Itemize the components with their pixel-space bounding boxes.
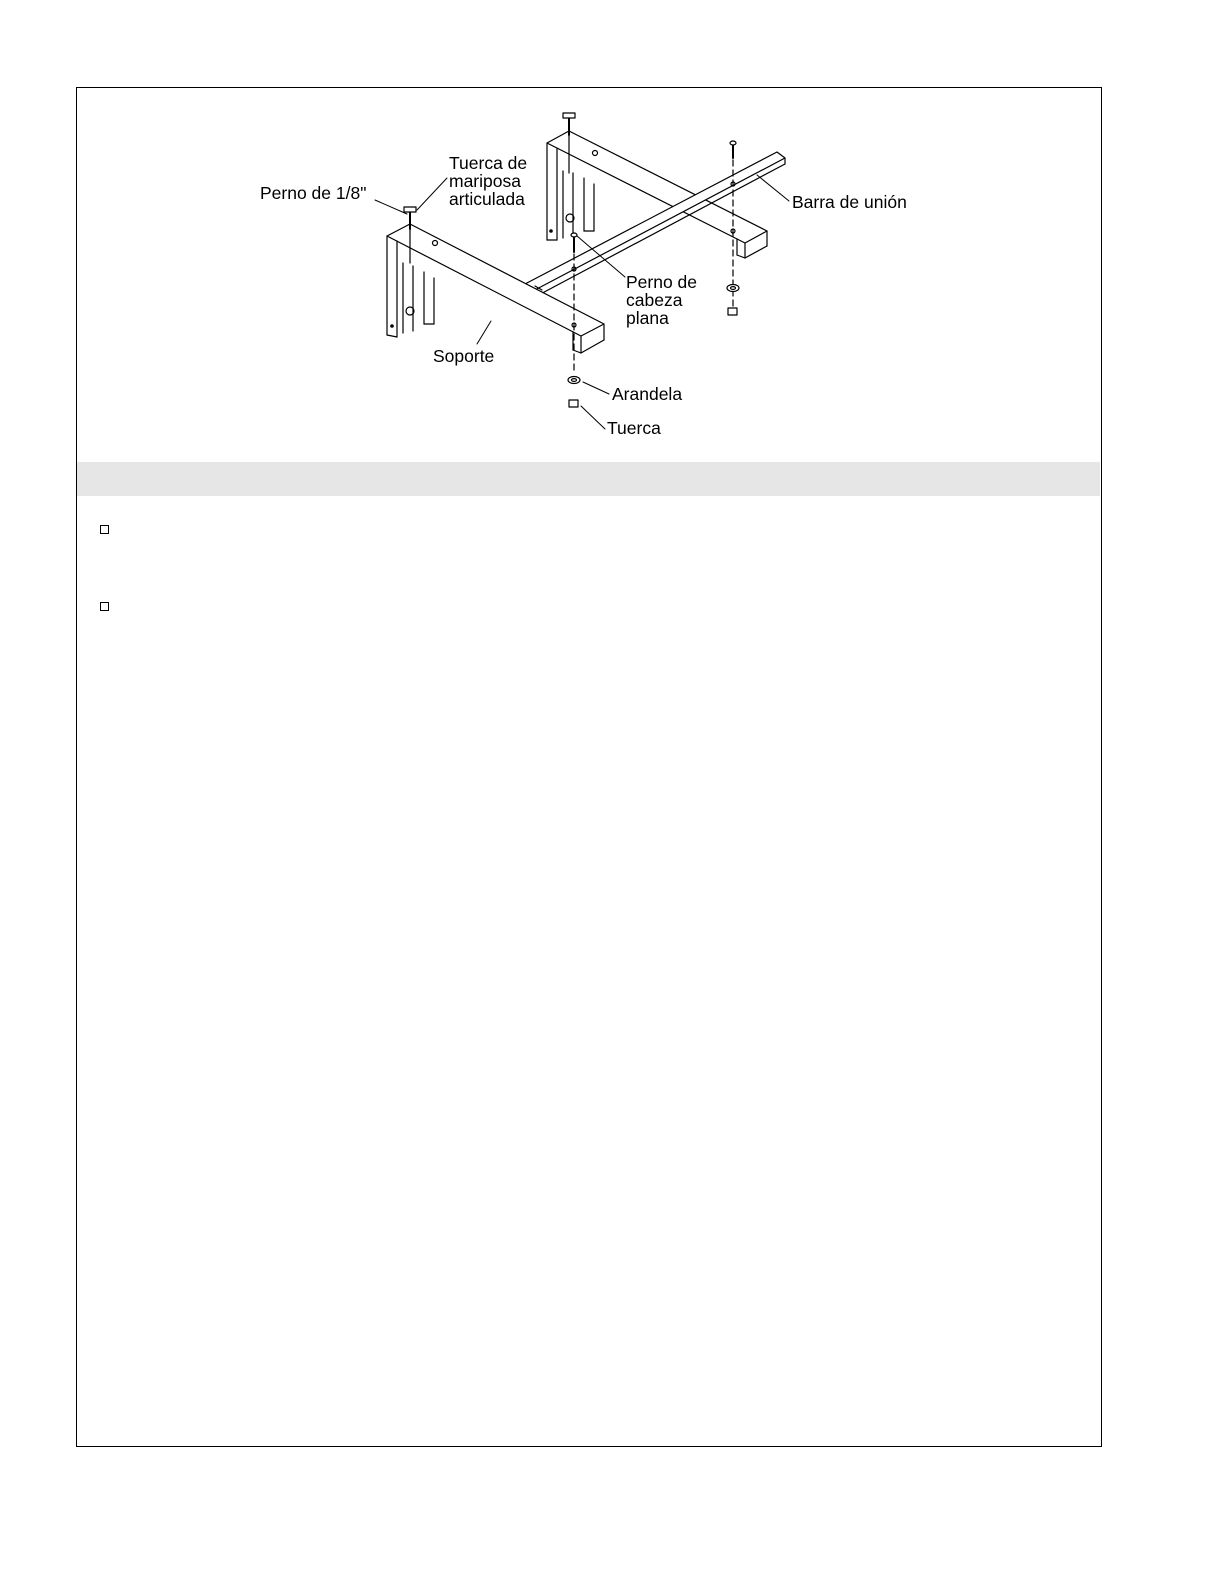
- page-frame: [76, 87, 1102, 1447]
- nut-callout: Tuerca: [607, 418, 661, 438]
- checklist-checkbox[interactable]: [100, 525, 109, 534]
- section-header-band: [77, 462, 1100, 496]
- front-bracket-drawing: [387, 224, 604, 353]
- washer-callout: Arandela: [612, 384, 683, 404]
- bracket-assembly-figure: [77, 88, 1100, 460]
- bracket-callout: Soporte: [433, 346, 495, 366]
- flat-head-bolt-callout: Perno de cabeza plana: [626, 272, 698, 328]
- bracket-assembly-drawing: [77, 88, 1100, 460]
- bolt-callout: Perno de 1/8": [260, 183, 367, 203]
- checklist-checkbox[interactable]: [100, 602, 109, 611]
- tie-bar-callout: Barra de unión: [792, 192, 907, 212]
- wing-nut-callout: Tuerca de mariposa articulada: [449, 153, 528, 209]
